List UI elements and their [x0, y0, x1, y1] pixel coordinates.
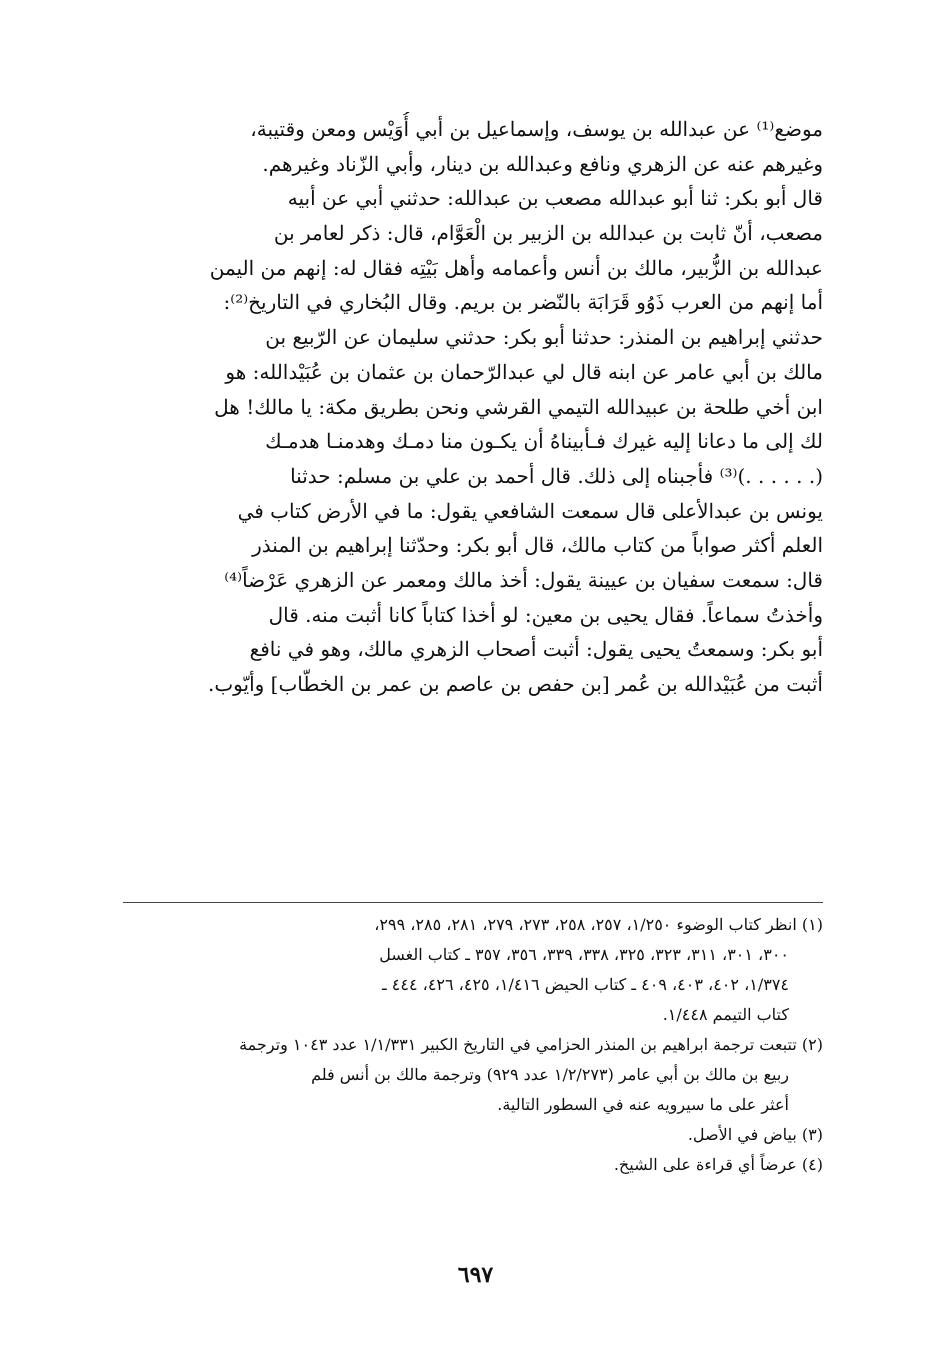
footnote-2: [123, 1030, 823, 1120]
footnotes-section: [123, 910, 823, 1180]
main-text-line: حدثني إبراهيم بن المنذر: حدثنا أبو بكر: حدثني سليمان عن الرّبيع بن: [265, 325, 823, 350]
main-text-line: أثبت من عُبَيْدالله بن عُمر [بن حفص بن عاصم بن عمر بن الخطّاب] وأيّوب.: [208, 672, 823, 696]
footnote-line: (٣) بياض في الأصل.: [687, 1125, 823, 1144]
footnote-line: (٤) عرضاً أي قراءة على الشيخ.: [613, 1155, 823, 1174]
footnote-line: أعثر على ما سيرويه عنه في السطور التالية.: [497, 1095, 789, 1114]
page-number: ٦٩٧: [457, 1262, 494, 1288]
footnote-divider: [123, 902, 823, 903]
main-text-line: أما إنهم من العرب ذَوُو قَرَابَة بالنّضر بن بريم. وقال البُخاري في التاريخ⁽²⁾:: [223, 290, 823, 315]
main-text-line: لك إلى ما دعانا إليه غيرك فـأبيناهُ أن يكـون منا دمـك وهدمنـا هدمـك: [265, 429, 823, 454]
footnote-line: ربيع بن مالك بن أبي عامر (١/٢/٢٧٣ عدد ٩٢٩) وترجمة مالك بن أنس فلم: [311, 1065, 789, 1084]
footnote-line: (١) انظر كتاب الوضوء ١/٢٥٠، ٢٥٧، ٢٥٨، ٢٧٣، ٢٧٩، ٢٨١، ٢٨٥، ٢٩٩،: [374, 915, 823, 934]
main-text-line: ابن أخي طلحة بن عبيدالله التيمي القرشي ونحن بطريق مكة: يا مالك! هل: [214, 394, 823, 419]
main-text-line: مالك بن أبي عامر عن ابنه قال لي عبدالرّحمان بن عثمان بن عُبَيْدالله: هو: [225, 359, 823, 384]
footnote-line: (٢) تتبعت ترجمة ابراهيم بن المنذر الحزامي في التاريخ الكبير ١/١/٣٣١ عدد ١٠٤٣ وترجمة: [239, 1035, 823, 1054]
main-text-line: قال: سمعت سفيان بن عيينة يقول: أخذ مالك ومعمر عن الزهري عَرْضاً⁽⁴⁾: [224, 567, 823, 592]
main-text-line: مصعب، أنّ ثابت بن عبدالله بن الزبير بن الْعَوَّام، قال: ذكر لعامر بن: [273, 221, 823, 246]
main-text-line: وغيرهم عنه عن الزهري ونافع وعبدالله بن دينار، وأبي الزّناد وغيرهم.: [262, 151, 823, 176]
main-text-line: يونس بن عبدالأعلى قال سمعت الشافعي يقول: ما في الأرض كتاب في: [237, 498, 823, 523]
footnote-4: [123, 1150, 823, 1180]
main-text-line: قال أبو بكر: ثنا أبو عبدالله مصعب بن عبدالله: حدثني أبي عن أبيه: [287, 186, 823, 211]
footnote-3: [123, 1120, 823, 1150]
main-text-body: [123, 112, 823, 702]
footnote-line: كتاب التيمم ١/٤٤٨.: [662, 1005, 789, 1024]
main-text-line: وأخذتُ سماعاً. فقال يحيى بن معين: لو أخذا كتاباً كانا أثبت منه. قال: [268, 602, 823, 627]
footnote-line: ١/٣٧٤، ٤٠٢، ٤٠٣، ٤٠٩ ـ كتاب الحيض ١/٤١٦، ٤٢٥، ٤٢٦، ٤٤٤ ـ: [382, 975, 789, 994]
footnote-1: [123, 910, 823, 1030]
main-text-line: العلم أكثر صواباً من كتاب مالك، قال أبو بكر: وحدّثنا إبراهيم بن المنذر: [252, 533, 823, 558]
main-text-line: عبدالله بن الزُّبير، مالك بن أنس وأعمامه وأهل بَيْتِه فقال له: إنهم من اليمن: [209, 255, 823, 280]
main-text-line: (. . . . . .)⁽³⁾ فأجبناه إلى ذلك. قال أحمد بن علي بن مسلم: حدثنا: [290, 463, 823, 488]
footnote-line: ٣٠٠، ٣٠١، ٣١١، ٣٢٣، ٣٢٥، ٣٣٨، ٣٣٩، ٣٥٦، ٣٥٧ ـ كتاب الغسل: [379, 945, 789, 964]
main-text-line: أبو بكر: وسمعتُ يحيى يقول: أثبت أصحاب الزهري مالك، وهو في نافع: [249, 637, 823, 662]
main-text-line: موضع⁽¹⁾ عن عبدالله بن يوسف، وإسماعيل بن أبي أُوَيْس ومعن وقتيبة،: [250, 117, 823, 141]
